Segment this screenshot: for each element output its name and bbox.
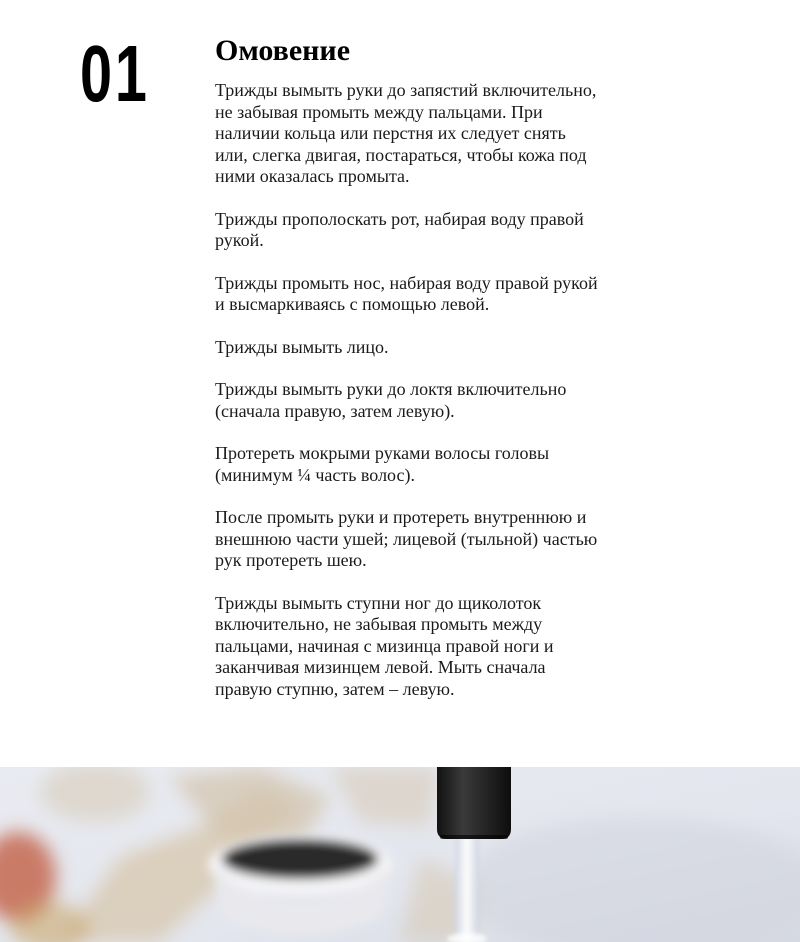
water-faucet-photo [0,767,800,942]
instruction-paragraph: Трижды промыть нос, набирая воду правой рукой и высмаркиваясь с помощью левой. [215,272,598,314]
instruction-paragraph: Трижды вымыть лицо. [215,336,389,357]
instruction-paragraph: Протереть мокрыми руками волосы головы (минимум ¼ часть волос). [215,443,550,485]
instruction-paragraph: После промыть руки и протереть внутреннюю и внешнюю части ушей; лицевой (тыльной) частью рук протереть шею. [215,507,598,570]
step-number: 01 [80,29,150,118]
instruction-paragraph: Трижды вымыть руки до запястий включительно, не забывая промыть между пальцами. При наличии кольца или перстня их следует снять или, слегка двигая, постараться, чтобы кожа под ними оказалась промыта. [215,80,597,186]
instruction-paragraph: Трижды прополоскать рот, набирая воду правой рукой. [215,208,584,250]
section-title: Омовение [215,34,351,67]
instruction-paragraph: Трижды вымыть руки до локтя включительно (сначала правую, затем левую). [215,379,567,421]
instruction-paragraph: Трижды вымыть ступни ног до щиколоток включительно, не забывая промыть между пальцами, начиная с мизинца правой ноги и заканчивая мизинцем левой. Мыть сначала правую ступню, затем – левую. [215,592,554,699]
section-content [215,32,600,700]
